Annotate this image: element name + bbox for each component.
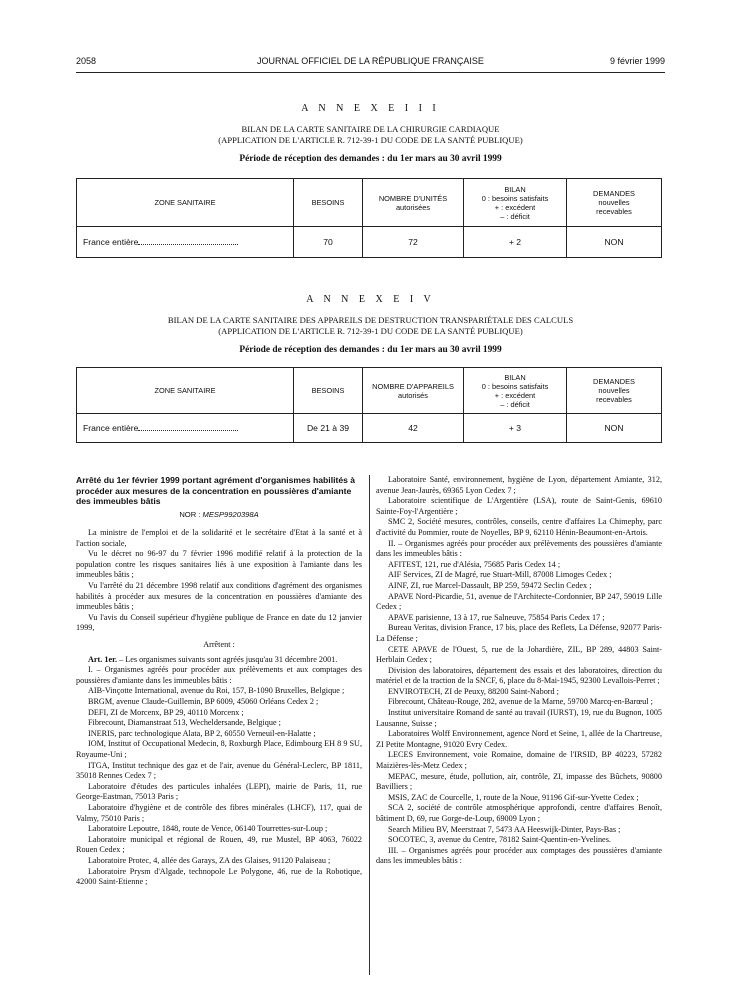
list-item: SCA 2, société de contrôle atmosphérique approfondi, centre d'affaires Benoît, bâtiment D, 69, rue Gorge-de-Loup, 69009 Lyon ; xyxy=(376,803,662,823)
table-row xyxy=(77,227,662,258)
organism-list xyxy=(376,475,662,867)
cell-zone: France entière xyxy=(77,227,294,258)
list-item: Division des laboratoires, département des essais et des laboratoires, direction du matériel et de la traction de la SNCF, 6, place du 8-Mai-1945, 92300 Levallois-Perret ; xyxy=(376,665,662,686)
annex-subtitle: BILAN DE LA CARTE SANITAIRE DES APPAREILS DE DESTRUCTION TRANSPARIÉTALE DES CALCULS xyxy=(167,315,574,325)
list-item: APAVE Nord-Picardie, 51, avenue de l'Architecte-Cordonnier, BP 247, 59019 Lille Cedex ; xyxy=(376,591,662,612)
list-item: Search Milieu BV, Meerstraat 7, 5473 AA Heeswijk-Dinter, Pays-Bas ; xyxy=(388,824,621,834)
list-item: INERIS, parc technologique Alata, BP 2, 60550 Verneuil-en-Halatte ; xyxy=(88,728,316,738)
col-header-demandes: DEMANDES nouvelles recevables xyxy=(567,368,662,414)
organism-list xyxy=(76,665,362,887)
list-item: SOCOTEC, 3, avenue du Centre, 78182 Saint-Quentin-en-Yvelines. xyxy=(388,835,611,845)
col-header-units: NOMBRE D'APPAREILS autorisés xyxy=(363,368,464,414)
list-item: Fibrecount, Château-Rouge, 282, avenue de la Marne, 59700 Marcq-en-Barœul ; xyxy=(388,697,653,707)
annex-title: A N N E X E I I I xyxy=(301,103,440,114)
col-header-besoins: BESOINS xyxy=(294,179,363,227)
list-item: Laboratoire Lepoutre, 1848, route de Vence, 06140 Tourrettes-sur-Loup ; xyxy=(88,824,328,834)
page-header xyxy=(76,56,665,70)
visa-paragraph: Vu le décret no 96-97 du 7 février 1996 modifié relatif à la protection de la population contre les risques sanitaires liés à une exposition à l'amiante dans les immeubles bâtis ; xyxy=(76,549,362,580)
visas xyxy=(76,528,362,634)
list-item: Laboratoire Santé, environnement, hygiène de Lyon, département Amiante, 312, avenue Jean-Jaurès, 69365 Lyon Cedex 7 ; xyxy=(376,475,662,495)
nor-reference: NOR : MESP9920398A xyxy=(179,509,259,519)
list-item: DEFI, ZI de Morcenx, BP 29, 40110 Morcenx ; xyxy=(88,707,244,717)
list-item: ENVIROTECH, ZI de Peuxy, 88200 Saint-Nabord ; xyxy=(388,686,559,696)
cell-bilan: + 2 xyxy=(464,227,567,258)
list-item: I. – Organismes agréés pour procéder aux prélèvements et aux comptages des poussières d'amiante dans les immeubles bâtis : xyxy=(76,665,362,685)
annex-subtitle: (APPLICATION DE L'ARTICLE R. 712-39-1 DU CODE DE LA SANTÉ PUBLIQUE) xyxy=(218,135,523,145)
cell-demandes: NON xyxy=(567,414,662,443)
list-item: MSIS, ZAC de Courcelle, 1, route de la Noue, 91196 Gif-sur-Yvette Cedex ; xyxy=(388,792,639,802)
header-rule xyxy=(76,72,665,73)
arretent: Arrêtent : xyxy=(203,640,235,650)
list-item: Laboratoire d'études des particules inhalées (LEPI), mairie de Paris, 11, rue George-Eastman, 75013 Paris ; xyxy=(76,781,362,802)
col-header-besoins: BESOINS xyxy=(294,368,363,414)
list-item: Laboratoire Prysm d'Algade, technopole Le Polygone, 46, rue de la Robotique, 42000 Saint-Etienne ; xyxy=(76,866,362,887)
visa-paragraph: Vu l'avis du Conseil supérieur d'hygiène publique de France en date du 12 janvier 1999, xyxy=(76,612,362,633)
list-item: II. – Organismes agréés pour procéder aux prélèvements des poussières d'amiante dans les immeubles bâtis : xyxy=(376,538,662,559)
page-number: 2058 xyxy=(76,56,97,66)
visa-paragraph: La ministre de l'emploi et de la solidarité et le secrétaire d'Etat à la santé et à l'action sociale, xyxy=(76,528,362,548)
col-header-zone: ZONE SANITAIRE xyxy=(77,179,294,227)
cell-bilan: + 3 xyxy=(464,414,567,443)
table-row xyxy=(77,414,662,443)
list-item: Fibrecount, Diamanstraat 513, Wecheldersande, Belgique ; xyxy=(88,718,281,728)
list-item: III. – Organismes agréés pour procéder aux comptages des poussières d'amiante dans les immeubles bâtis : xyxy=(376,845,662,866)
list-item: BRGM, avenue Claude-Guillemin, BP 6009, 45060 Orléans Cedex 2 ; xyxy=(88,697,319,706)
reception-period: Période de réception des demandes : du 1er mars au 30 avril 1999 xyxy=(239,345,502,355)
left-column xyxy=(76,475,362,888)
list-item: AIF Services, ZI de Magré, rue Stuart-Mill, 87008 Limoges Cedex ; xyxy=(388,570,612,580)
list-item: CETE APAVE de l'Ouest, 5, rue de la Johardière, ZIL, BP 289, 44803 Saint-Herblain Cedex ; xyxy=(376,644,662,665)
bilan-table xyxy=(76,178,662,258)
annex-subtitle: BILAN DE LA CARTE SANITAIRE DE LA CHIRURGIE CARDIAQUE xyxy=(241,124,500,134)
list-item: IOM, Institut of Occupational Medecin, 8, Roxburgh Place, Edimbourg EH 8 9 SU, Royaume-Uni ; xyxy=(76,739,362,759)
list-item: SMC 2, Société mesures, contrôles, conseils, centre d'affaires La Chimephy, parc d'activité du Pommier, route de Noyelles, BP 9, 62110 Hénin-Beaumont-en-Artois. xyxy=(376,517,662,537)
cell-zone: France entière xyxy=(77,414,294,443)
cell-demandes: NON xyxy=(567,227,662,258)
col-header-units: NOMBRE D'UNITÉS autorisées xyxy=(363,179,464,227)
right-column xyxy=(376,475,662,867)
list-item: Laboratoire Protec, 4, allée des Garays, ZA des Glaises, 91120 Palaiseau ; xyxy=(88,855,331,865)
article-1: Art. 1er. – Les organismes suivants sont agréés jusqu'au 31 décembre 2001. xyxy=(88,654,338,664)
cell-besoins: De 21 à 39 xyxy=(294,414,363,443)
list-item: MEPAC, mesure, étude, pollution, air, contrôle, ZI, impasse des Bûchets, 90800 Bavilliers ; xyxy=(376,771,662,792)
issue-date: 9 février 1999 xyxy=(609,56,665,66)
list-item: AFITEST, 121, rue d'Alésia, 75685 Paris Cedex 14 ; xyxy=(388,559,561,569)
col-header-bilan: BILAN 0 : besoins satisfaits + : excédent – : déficit xyxy=(464,368,567,414)
list-item: AINF, ZI, rue Marcel-Dassault, BP 259, 59472 Seclin Cedex ; xyxy=(388,580,592,590)
list-item: AIB-Vinçotte International, avenue du Roi, 157, B-1090 Bruxelles, Belgique ; xyxy=(88,686,345,696)
cell-units: 72 xyxy=(363,227,464,258)
list-item: Laboratoires Wolff Environnement, agence Nord et Seine, 1, allée de la Chartreuse, ZI Petite Montagne, 91020 Evry Cedex. xyxy=(376,729,662,749)
list-item: Laboratoire d'hygiène et de contrôle des fibres minérales (LHCF), 117, quai de Valmy, 75010 Paris ; xyxy=(76,802,362,823)
list-item: Institut universitaire Romand de santé au travail (IURST), 19, rue du Bugnon, 1005 Lausanne, Suisse ; xyxy=(376,708,663,728)
list-item: Bureau Veritas, division France, 17 bis, place des Reflets, La Défense, 92077 Paris-La Défense ; xyxy=(376,623,662,643)
list-item: ITGA, Institut technique des gaz et de l'air, avenue du Général-Leclerc, BP 1811, 35018 Rennes Cedex 7 ; xyxy=(76,760,362,781)
col-header-zone: ZONE SANITAIRE xyxy=(77,368,294,414)
col-header-bilan: BILAN 0 : besoins satisfaits + : excédent – : déficit xyxy=(464,179,567,227)
visa-paragraph: Vu l'arrêté du 21 décembre 1998 relatif aux conditions d'agrément des organismes habilités à procéder aux mesures de la concentration en poussières d'amiante des immeubles bâtis ; xyxy=(76,581,362,612)
list-item: LECES Environnement, voie Romaine, domaine de l'IRSID, BP 40223, 57282 Maizières-lès-Metz Cedex ; xyxy=(376,750,662,771)
annex-title: A N N E X E I V xyxy=(306,294,435,305)
annex-4-heading xyxy=(76,294,665,355)
list-item: APAVE parisienne, 13 à 17, rue Salneuve, 75854 Paris Cedex 17 ; xyxy=(388,612,605,622)
list-item: Laboratoire municipal et régional de Rouen, 49, rue Mustel, BP 4063, 76022 Rouen Cedex ; xyxy=(76,834,362,855)
column-divider xyxy=(369,475,370,975)
annex-subtitle: (APPLICATION DE L'ARTICLE R. 712-39-1 DU CODE DE LA SANTÉ PUBLIQUE) xyxy=(218,326,523,336)
decree-title: Arrêté du 1er février 1999 portant agrément d'organismes habilités à procéder aux mesures de la concentration en poussières d'amiante des immeubles bâtis xyxy=(76,475,356,506)
list-item: Laboratoire scientifique de L'Argentière (LSA), route de Saint-Genis, 69610 Sainte-Foy-l'Argentière ; xyxy=(376,496,662,516)
bilan-table xyxy=(76,367,662,443)
col-header-demandes: DEMANDES nouvelles recevables xyxy=(567,179,662,227)
cell-besoins: 70 xyxy=(294,227,363,258)
annex-3-heading xyxy=(76,103,665,164)
cell-units: 42 xyxy=(363,414,464,443)
reception-period: Période de réception des demandes : du 1er mars au 30 avril 1999 xyxy=(239,154,502,164)
journal-title: JOURNAL OFFICIEL DE LA RÉPUBLIQUE FRANÇAISE xyxy=(257,56,484,66)
